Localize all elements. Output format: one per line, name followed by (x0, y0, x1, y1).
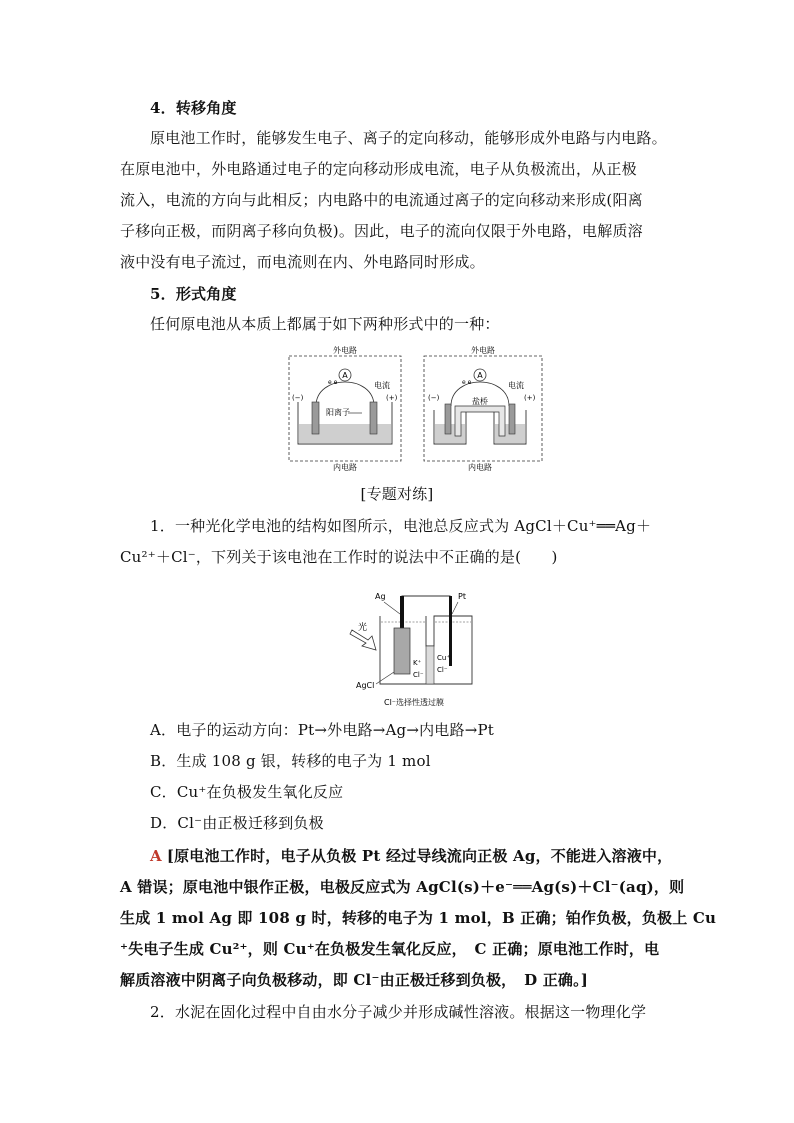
ammeter-label: A (342, 371, 348, 380)
explanation-text: [原电池工作时，电子从负极 Pt 经过导线流向正极 Ag，不能进入溶液中， (166, 847, 673, 865)
positive-electrode (509, 404, 515, 434)
section4-para-line: 流入，电流的方向与此相反；内电路中的电流通过离子的定向移动来形成(阳离 (120, 191, 643, 209)
salt-bridge-label: 盐桥 (472, 397, 488, 406)
negative-terminal-label: (−) (428, 394, 440, 402)
negative-electrode (312, 402, 319, 434)
leader-line (452, 602, 458, 614)
outer-circuit-label: 外电路 (333, 346, 357, 355)
electron-symbols: e e (328, 379, 338, 386)
section4-para-line: 原电池工作时，能够发生电子、离子的定向移动，能够形成外电路与内电路。 (150, 129, 667, 147)
positive-terminal-label: (+) (524, 394, 536, 402)
q1-explanation-line: A 错误；原电池中银作正极，电极反应式为 AgCl(s)＋e⁻══Ag(s)＋Cl⁻(aq)，则 (120, 878, 685, 896)
q1-option-b: B．生成 108 g 银，转移的电子为 1 mol (150, 752, 431, 770)
section4-heading: 4．转移角度 (150, 99, 237, 117)
cation-label: 阳离子 (326, 408, 350, 417)
q1-stem-line: Cu²⁺＋Cl⁻，下列关于该电池在工作时的说法中不正确的是( ) (120, 548, 558, 566)
salt-bridge-cell-diagram (424, 345, 542, 472)
current-label: 电流 (508, 381, 524, 390)
positive-electrode (370, 402, 377, 434)
photochemical-cell-figure (338, 588, 488, 710)
cl-ion-label-right: Cl⁻ (437, 666, 448, 674)
answer-letter: A (150, 847, 162, 865)
negative-electrode (445, 404, 451, 434)
q1-option-d: D．Cl⁻由正极迁移到负极 (150, 814, 324, 832)
q2-stem-line: 2．水泥在固化过程中自由水分子减少并形成碱性溶液。根据这一物理化学 (150, 1003, 647, 1021)
outer-circuit-label: 外电路 (471, 346, 495, 355)
ag-label: Ag (375, 592, 386, 601)
section4-para-line: 在原电池中，外电路通过电子的定向移动形成电流，电子从负极流出，从正极 (120, 160, 637, 178)
wire (316, 382, 374, 406)
single-cell-diagram (289, 345, 401, 472)
agcl-label: AgCl (356, 681, 375, 690)
cl-ion-label: Cl⁻ (413, 671, 424, 679)
current-label: 电流 (374, 381, 390, 390)
section4-para-line: 液中没有电子流过，而电流则在内、外电路同时形成。 (120, 253, 485, 271)
inner-circuit-label: 内电路 (333, 463, 357, 472)
electron-symbols: e e (462, 379, 472, 386)
inner-circuit-label: 内电路 (468, 463, 492, 472)
negative-terminal-label: (−) (292, 394, 304, 402)
q1-explanation-line: ⁺失电子生成 Cu²⁺，则 Cu⁺在负极发生氧化反应， C 正确；原电池工作时，电 (120, 940, 660, 958)
practice-title: [专题对练] (360, 485, 434, 503)
section4-para-line: 子移向正极，而阴离子移向负极)。因此，电子的流向仅限于外电路，电解质溶 (120, 222, 643, 240)
q1-option-a: A．电子的运动方向：Pt→外电路→Ag→内电路→Pt (150, 721, 494, 739)
light-arrow-icon (350, 630, 376, 650)
q1-explanation-line: 生成 1 mol Ag 即 108 g 时，转移的电子为 1 mol，B 正确；铂作负极，负极上 Cu (120, 909, 717, 927)
q1-stem-line: 1．一种光化学电池的结构如图所示，电池总反应式为 AgCl＋Cu⁺══Ag＋ (150, 517, 652, 535)
leader-line (376, 672, 394, 684)
cu-ion-label: Cu⁺ (437, 654, 451, 662)
q1-explanation-line (150, 846, 710, 866)
galvanic-cell-figure (288, 344, 544, 474)
q1-option-c: C．Cu⁺在负极发生氧化反应 (150, 783, 344, 801)
pt-label: Pt (458, 592, 466, 601)
light-label: 光 (358, 623, 368, 633)
k-ion-label: K⁺ (413, 659, 422, 667)
leader-line (384, 602, 400, 614)
section5-para-line: 任何原电池从本质上都属于如下两种形式中的一种： (150, 315, 500, 333)
external-wire (402, 596, 450, 606)
q1-explanation-line: 解质溶液中阴离子向负极移动，即 Cl⁻由正极迁移到负极， D 正确。] (120, 971, 589, 989)
ammeter-label: A (477, 371, 483, 380)
membrane (426, 646, 434, 684)
section5-heading: 5．形式角度 (150, 285, 237, 303)
agcl-electrode (394, 628, 410, 674)
positive-terminal-label: (+) (386, 394, 398, 402)
membrane-label: Cl⁻选择性透过膜 (384, 698, 445, 707)
